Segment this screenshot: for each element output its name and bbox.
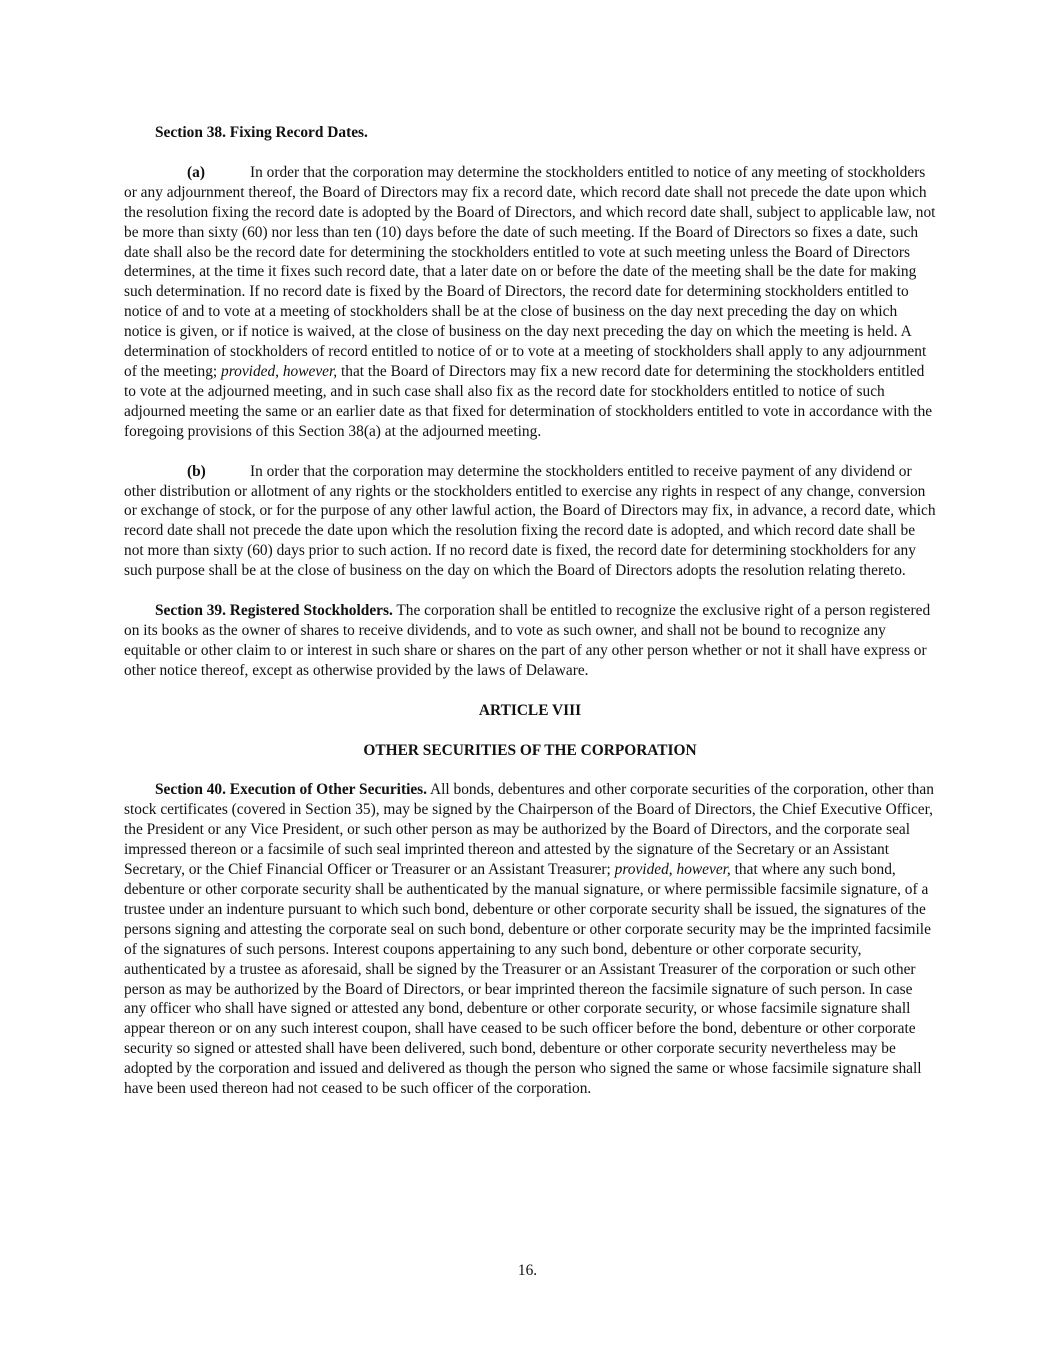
article-number: ARTICLE VIII — [478, 701, 582, 719]
section-39-heading: Section 39. Registered Stockholders. — [155, 602, 393, 620]
section-40-proviso: provided, however, — [614, 861, 731, 879]
section-38a-text-2: that the Board of Directors may fix a new record date for determining the stockholders entitled to vote at the adjourned meeting, and in such case shall also fix as the record date for stockholders entitled to notice of such adjourned meeting the same or an earlier date as that fixed for determination of stockholders entitled to vote in accordance with the foregoing provisions of this Section 38(a) at the adjourned meeting. — [124, 362, 933, 440]
section-39-paragraph — [124, 601, 936, 681]
section-38a-label: (a) — [187, 163, 205, 181]
section-40-text-1: All bonds, debentures and other corporate securities of the corporation, other than stock certificates (covered in Section 35), may be signed by the Chairperson of the Board of Directors, the Chief Executive Officer, the President or any Vice President, or such other person as may be authorized by the Board of Directors, and the corporate seal impressed thereon or a facsimile of such seal imprinted thereon and attested by the signature of the Secretary or an Assistant Secretary, or the Chief Financial Officer or Treasurer or an Assistant Treasurer; — [124, 781, 934, 879]
section-38a-text-1: In order that the corporation may determine the stockholders entitled to notice of any meeting of stockholders or any adjournment thereof, the Board of Directors may fix a record date, which record date shall not precede the date upon which the resolution fixing the record date is adopted by the Board of Directors, and which record date shall, subject to applicable law, not be more than sixty (60) nor less than ten (10) days before the date of such meeting. If the Board of Directors so fixes a date, such date shall also be the record date for determining the stockholders entitled to vote at such meeting unless the Board of Directors determines, at the time it fixes such record date, that a later date on or before the date of the meeting shall be the date for making such determination. If no record date is fixed by the Board of Directors, the record date for determining stockholders entitled to notice of and to vote at a meeting of stockholders shall be at the close of business on the day next preceding the day on which notice is given, or if notice is waived, at the close of business on the day next preceding the day on which the meeting is held. A determination of stockholders of record entitled to notice of or to vote at a meeting of stockholders shall apply to any adjournment of the meeting; — [124, 163, 936, 380]
section-38b-label: (b) — [187, 462, 206, 480]
section-38a-paragraph — [124, 163, 936, 442]
section-38b-text: In order that the corporation may determine the stockholders entitled to receive payment of any dividend or other distribution or allotment of any rights or the stockholders entitled to exercise any rights in respect of any change, conversion or exchange of stock, or for the purpose of any other lawful action, the Board of Directors may fix, in advance, a record date, which record date shall not precede the date upon which the resolution fixing the record date is adopted, and which record date shall be not more than sixty (60) days prior to such action. If no record date is fixed, the record date for determining stockholders for any such purpose shall be at the close of business on the day on which the Board of Directors adopts the resolution relating thereto. — [124, 462, 936, 580]
article-title: OTHER SECURITIES OF THE CORPORATION — [363, 741, 697, 759]
section-40-heading: Section 40. Execution of Other Securities. — [155, 781, 428, 799]
section-39-text: The corporation shall be entitled to recognize the exclusive right of a person registered on its books as the owner of shares to receive dividends, and to vote as such owner, and shall not be bound to recognize any equitable or other claim to or interest in such share or shares on the part of any other person whether or not it shall have express or other notice thereof, except as otherwise provided by the laws of Delaware. — [124, 602, 931, 679]
section-38-heading: Section 38. Fixing Record Dates. — [155, 124, 368, 141]
section-40-text-2: that where any such bond, debenture or other corporate security shall be authenticated by the manual signature, or where permissible facsimile signature, of a trustee under an indenture pursuant to which such bond, debenture or other corporate security shall be issued, the signatures of the persons signing and attesting the corporate seal on such bond, debenture or other corporate security may be the imprinted facsimile of the signatures of such persons. Interest coupons appertaining to any such bond, debenture or other corporate security, authenticated by a trustee as aforesaid, shall be signed by the Treasurer or an Assistant Treasurer of the corporation or such other person as may be authorized by the Board of Directors, or bear imprinted thereon the facsimile signature of such person. In case any officer who shall have signed or attested any bond, debenture or other corporate security, or whose facsimile signature shall appear thereon or on any such interest coupon, shall have ceased to be such officer before the bond, debenture or other corporate security so signed or attested shall have been delivered, such bond, debenture or other corporate security nevertheless may be adopted by the corporation and issued and delivered as though the person who signed the same or whose facsimile signature shall have been used thereon had not ceased to be such officer of the corporation. — [124, 861, 931, 1098]
page-number: 16. — [517, 1262, 538, 1279]
document-page — [124, 123, 936, 1119]
section-38a-proviso: provided, however, — [221, 362, 338, 380]
section-40-paragraph — [124, 780, 936, 1099]
section-38b-paragraph — [124, 462, 936, 581]
